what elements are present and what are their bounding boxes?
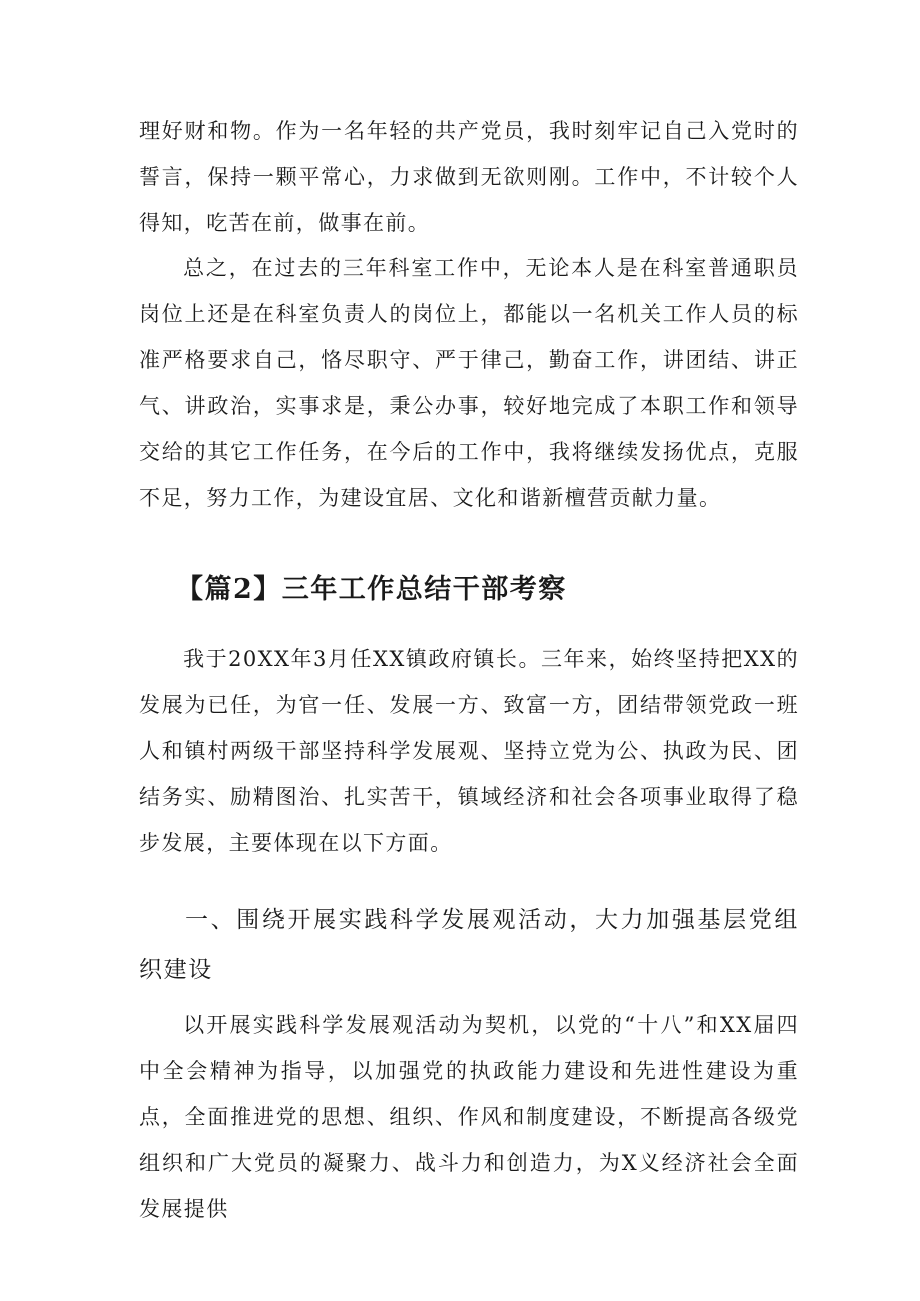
section-heading [176,570,567,610]
paragraph-summary: 总之，在过去的三年科室工作中，无论本人是在科室普通职员岗位上还是在科室负责人的岗位上，都能以一名机关工作人员的标准严格要求自己，恪尽职守、严于律己，勤奋工作，讲团结、讲正气、讲政治，实事求是，秉公办事，较好地完成了本职工作和领导交给的其它工作任务，在今后的工作中，我将继续发扬优点，克服不足，努力工作，为建设宜居、文化和谐新檀营贡献力量。 [139,256,799,510]
subheading-block [139,895,799,995]
heading-title: 三年工作总结干部考察 [281,574,567,605]
paragraph-block-1 [139,108,799,246]
paragraph-body: 以开展实践科学发展观活动为契机，以党的“十八”和XX届四中全会精神为指导，以加强党的执政能力建设和先进性建设为重点，全面推进党的思想、组织、作风和制度建设，不断提高各级党组织和广大党员的凝聚力、战斗力和创造力，为X义经济社会全面发展提供 [139,1013,799,1221]
paragraph-block-2 [139,245,799,521]
paragraph-continued: 理好财和物。作为一名年轻的共产党员，我时刻牢记自己入党时的誓言，保持一颗平常心，力求做到无欲则刚。工作中，不计较个人得知，吃苦在前，做事在前。 [139,119,799,235]
paragraph-block-4 [139,1002,799,1232]
paragraph-intro: 我于20XX年3月任XX镇政府镇长。三年来，始终坚持把XX的发展为已任，为官一任、发展一方、致富一方，团结带领党政一班人和镇村两级干部坚持科学发展观、坚持立党为公、执政为民、团结务实、励精图治、扎实苦干，镇域经济和社会各项事业取得了稳步发展，主要体现在以下方面。 [139,647,799,855]
paragraph-block-3 [139,636,799,866]
subheading: 一、围绕开展实践科学发展观活动，大力加强基层党组织建设 [139,907,799,983]
heading-number: 【篇2】 [176,574,282,605]
